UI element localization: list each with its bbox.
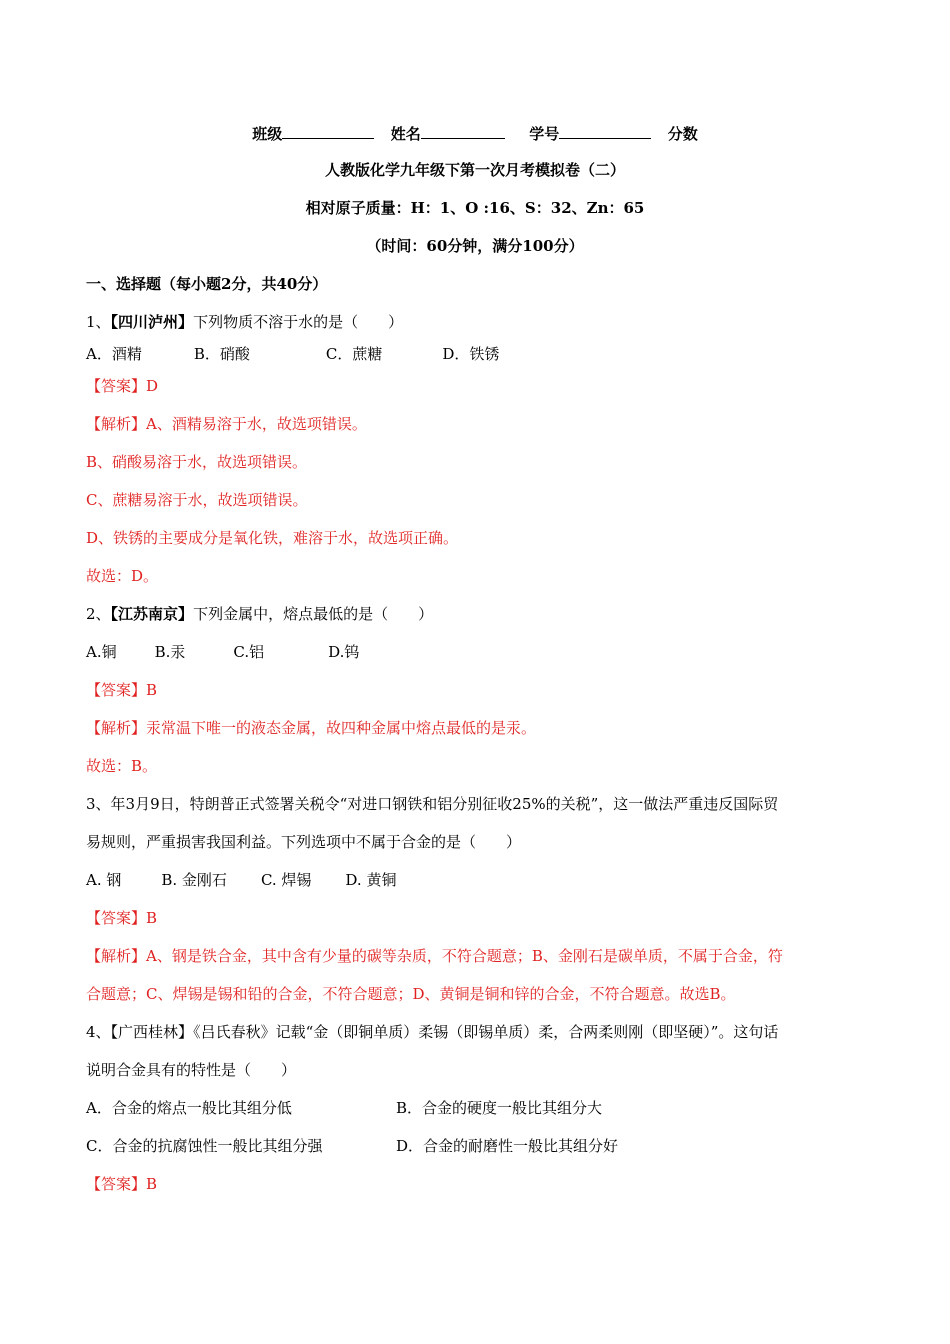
exam-title: 人教版化学九年级下第一次月考模拟卷（二）: [324, 161, 625, 179]
question-2-answer: [86, 680, 157, 700]
question-source: 【四川泸州】: [110, 313, 194, 331]
question-number: 1、: [86, 313, 111, 331]
analysis-text: A、酒精易溶于水，故选项错误。: [146, 415, 367, 433]
atomic-mass-line: 相对原子质量：H：1、O :16、S：32、Zn：65: [305, 199, 645, 217]
analysis-line: D、铁锈的主要成分是氧化铁，难溶于水，故选项正确。: [86, 529, 459, 547]
answer-value: B: [146, 681, 158, 699]
section-title: 一、选择题（每小题2分，共40分）: [86, 275, 328, 293]
analysis-text: A、钢是铁合金，其中含有少量的碳等杂质，不符合题意；B、金刚石是碳单质，不属于合金，符: [146, 947, 783, 965]
option-d: D.钨: [328, 643, 360, 661]
option-d: D．铁锈: [442, 345, 500, 363]
question-3-stem-cont: 易规则，严重损害我国利益。下列选项中不属于合金的是（ ）: [86, 833, 522, 851]
question-1-analysis: [86, 414, 367, 434]
question-4-option-c: C．合金的抗腐蚀性一般比其组分强: [86, 1137, 323, 1155]
question-2-analysis: [86, 718, 536, 738]
question-3-analysis: [86, 946, 783, 966]
final-answer: 故选：B。: [86, 757, 158, 775]
option-c: C. 焊锡: [260, 871, 312, 889]
question-3-options: [86, 870, 396, 890]
question-number: 4、: [86, 1023, 111, 1041]
analysis-line: 合题意；C、焊锡是锡和铅的合金，不符合题意；D、黄铜是铜和锌的合金，不符合题意。故选B。: [86, 985, 736, 1003]
option-a: A．酒精: [86, 345, 142, 363]
class-blank: [282, 122, 374, 139]
answer-value: D: [146, 377, 159, 395]
question-3-stem: 3、年3月9日，特朗普正式签署关税令“对进口钢铁和铝分别征收25%的关税”，这一做法严重违反国际贸: [86, 795, 779, 813]
question-4-answer: [86, 1174, 157, 1194]
class-label: 班级: [252, 125, 283, 143]
analysis-text: 汞常温下唯一的液态金属，故四种金属中熔点最低的是汞。: [146, 719, 537, 737]
question-source: 【江苏南京】: [110, 605, 194, 623]
name-label: 姓名: [390, 125, 421, 143]
analysis-label: 【解析】: [86, 947, 147, 965]
option-b: B．硝酸: [193, 345, 250, 363]
final-answer: 故选：D。: [86, 567, 159, 585]
option-a: A.铜: [86, 643, 117, 661]
question-text: 下列物质不溶于水的是（ ）: [193, 313, 404, 331]
id-blank: [559, 122, 651, 139]
answer-value: B: [146, 1175, 158, 1193]
score-label: 分数: [667, 125, 698, 143]
question-3-answer: [86, 908, 157, 928]
time-line: （时间：60分钟，满分100分）: [366, 237, 584, 255]
answer-label: 【答案】: [86, 681, 147, 699]
name-blank: [421, 122, 505, 139]
question-1-options: [86, 344, 499, 364]
question-4-stem: [86, 1022, 778, 1042]
question-1-stem: [86, 312, 403, 332]
analysis-line: B、硝酸易溶于水，故选项错误。: [86, 453, 308, 471]
question-source: 【广西桂林】: [110, 1023, 194, 1041]
option-a: A. 钢: [86, 871, 122, 889]
option-d: D. 黄铜: [345, 871, 397, 889]
question-2-stem: [86, 604, 433, 624]
student-info-line: [0, 122, 950, 144]
answer-value: B: [146, 909, 158, 927]
answer-label: 【答案】: [86, 377, 147, 395]
question-1-answer: [86, 376, 158, 396]
analysis-label: 【解析】: [86, 415, 147, 433]
option-b: B.汞: [154, 643, 186, 661]
question-4-option-b: B．合金的硬度一般比其组分大: [396, 1099, 603, 1117]
analysis-line: C、蔗糖易溶于水，故选项错误。: [86, 491, 308, 509]
question-2-options: [86, 642, 359, 662]
question-4-option-d: D．合金的耐磨性一般比其组分好: [396, 1137, 619, 1155]
question-text: 下列金属中，熔点最低的是（ ）: [193, 605, 434, 623]
answer-label: 【答案】: [86, 909, 147, 927]
option-c: C．蔗糖: [325, 345, 383, 363]
option-c: C.铝: [233, 643, 265, 661]
option-b: B. 金刚石: [161, 871, 227, 889]
question-4-option-a: A．合金的熔点一般比其组分低: [86, 1099, 292, 1117]
id-label: 学号: [529, 125, 560, 143]
question-text: 《吕氏春秋》记载“金（即铜单质）柔锡（即锡单质）柔，合两柔则刚（即坚硬）”。这句话: [193, 1023, 779, 1041]
question-number: 2、: [86, 605, 111, 623]
question-4-stem-cont: 说明合金具有的特性是（ ）: [86, 1061, 297, 1079]
analysis-label: 【解析】: [86, 719, 147, 737]
answer-label: 【答案】: [86, 1175, 147, 1193]
